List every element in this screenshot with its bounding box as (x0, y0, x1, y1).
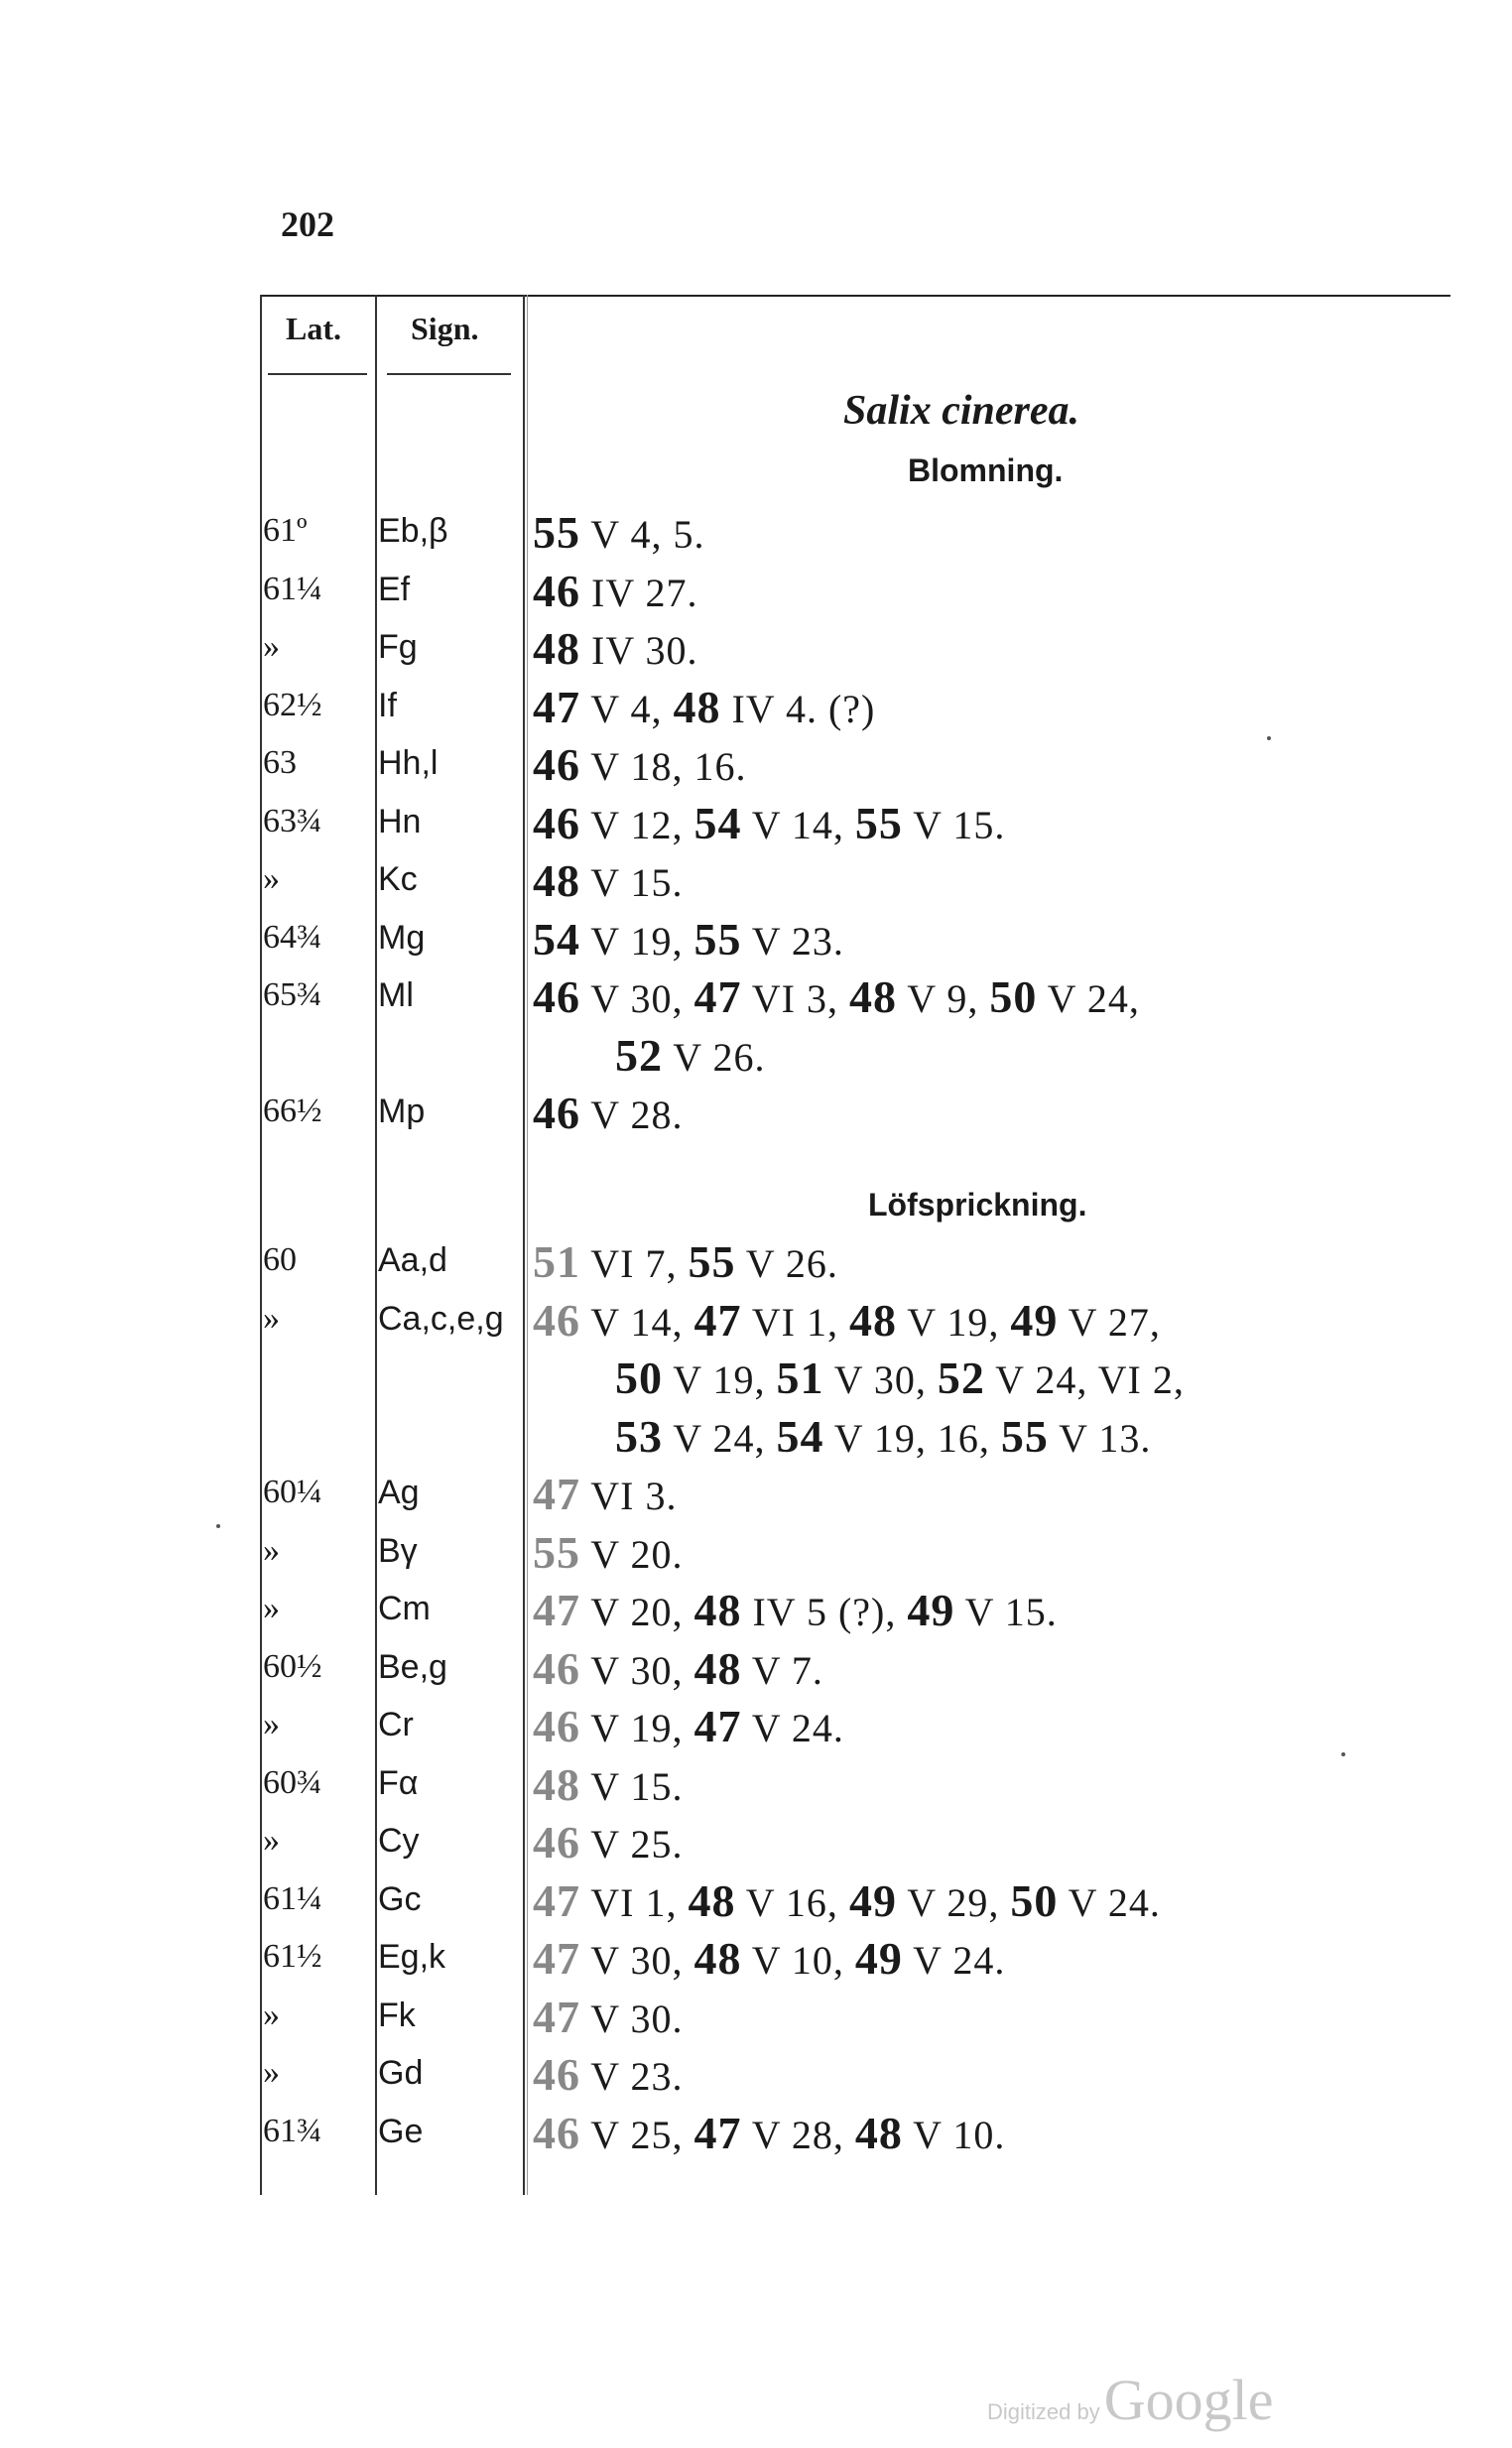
digitized-by-text: Digitized by (987, 2399, 1100, 2424)
year-number: 48 (693, 1585, 742, 1635)
date-text: VI 1, (741, 1299, 849, 1345)
date-text: V 19, (580, 918, 694, 964)
year-number: 48 (688, 1874, 736, 1926)
date-text: V 26. (663, 1034, 766, 1080)
observation-cell (533, 1932, 1005, 1985)
date-text: V 18, 16. (580, 744, 747, 789)
signature-cell: Kc (378, 860, 418, 898)
latitude-cell: 64¾ (263, 918, 322, 956)
signature-cell: Eb,β (378, 512, 448, 550)
latitude-cell: 63 (263, 744, 297, 781)
date-text: V 30, (580, 1938, 694, 1983)
latitude-cell: 60½ (263, 1647, 322, 1685)
year-number: 49 (854, 1933, 903, 1984)
signature-cell: Ml (378, 976, 414, 1014)
observation-cell (533, 681, 875, 733)
date-text: VI 1, (580, 1879, 689, 1925)
signature-cell: Hn (378, 802, 422, 840)
year-number: 46 (533, 1088, 580, 1138)
observation-cell (533, 1087, 683, 1139)
date-text: V 28. (580, 1093, 684, 1137)
observation-cell (533, 970, 1140, 1023)
observation-cell (533, 565, 697, 617)
signature-cell: Cr (378, 1706, 414, 1743)
date-text: V 20, (580, 1590, 694, 1634)
year-number: 55 (854, 797, 903, 848)
year-number: 46 (533, 1817, 580, 1868)
observation-cell (533, 2048, 683, 2101)
year-number: 48 (533, 623, 580, 674)
observation-cell (533, 1468, 677, 1520)
stray-dot (1341, 1752, 1345, 1756)
year-number: 48 (848, 1294, 897, 1346)
observation-cell (533, 2107, 1005, 2159)
table-row (0, 1991, 1512, 2046)
year-number: 46 (533, 565, 580, 616)
date-text: V 24. (1058, 1879, 1161, 1925)
signature-cell: Bγ (378, 1531, 418, 1570)
year-number: 46 (533, 1294, 580, 1346)
year-number: 53 (615, 1410, 663, 1462)
observation-cell (533, 1700, 844, 1752)
observation-cell (533, 1642, 823, 1695)
google-logo: Google (1103, 2368, 1274, 2432)
year-number: 46 (533, 1701, 580, 1751)
observation-cell (533, 1991, 683, 2043)
date-text: V 14, (741, 802, 855, 847)
table-row (0, 565, 1512, 620)
signature-cell: Be,g (378, 1647, 447, 1686)
table-row (0, 1642, 1512, 1698)
signature-cell: Gd (378, 2054, 424, 2092)
latitude-cell: » (263, 1299, 280, 1337)
latitude-cell: » (263, 1531, 280, 1569)
year-number: 46 (533, 2049, 580, 2100)
latitude-cell: » (263, 2054, 280, 2091)
observation-continuation (615, 1352, 1185, 1404)
year-number: 46 (533, 797, 580, 848)
observation-continuation (615, 1410, 1151, 1463)
year-number: 47 (533, 1933, 580, 1984)
date-text: V 28, (741, 2112, 855, 2157)
year-number: 47 (693, 1294, 742, 1346)
table-row (0, 1235, 1512, 1291)
year-number: 50 (1010, 1874, 1059, 1926)
latitude-cell: 61¾ (263, 2112, 322, 2149)
signature-cell: If (378, 686, 397, 724)
latitude-cell: 60 (263, 1241, 297, 1278)
date-text: V 19, (896, 1299, 1011, 1345)
year-number: 46 (533, 739, 580, 790)
date-text: V 4, 5. (580, 512, 705, 557)
date-text: V 23. (580, 2054, 684, 2099)
table-row (0, 1816, 1512, 1871)
year-number: 47 (533, 1469, 580, 1519)
year-number: 47 (693, 1701, 742, 1751)
date-text: V 9, (896, 976, 990, 1021)
date-text: V 15. (580, 860, 684, 905)
signature-cell: Cm (378, 1590, 431, 1627)
signature-cell: Hh,l (378, 744, 439, 782)
year-number: 55 (533, 1526, 580, 1578)
year-number: 55 (1000, 1410, 1049, 1462)
date-text: V 25, (580, 2112, 694, 2157)
year-number: 50 (615, 1353, 663, 1403)
year-number: 47 (693, 2107, 742, 2158)
signature-cell: Fα (378, 1763, 419, 1802)
date-text: V 10, (741, 1938, 855, 1983)
date-text: V 24, VI 2, (984, 1357, 1185, 1402)
observation-cell (533, 1526, 683, 1579)
year-number: 46 (533, 2107, 580, 2158)
signature-cell: Ef (378, 570, 411, 608)
stray-dot (1267, 736, 1271, 740)
date-text: V 27, (1058, 1299, 1161, 1345)
latitude-cell: » (263, 1590, 280, 1626)
observation-cell (533, 506, 704, 559)
latitude-cell: 66½ (263, 1093, 322, 1129)
date-text: V 24, (1037, 976, 1140, 1021)
signature-cell: Mp (378, 1093, 426, 1130)
year-number: 54 (693, 797, 742, 848)
latitude-cell: » (263, 1822, 280, 1859)
table-row (0, 1294, 1512, 1350)
date-text: V 12, (580, 802, 694, 847)
latitude-cell: » (263, 1706, 280, 1742)
table-row (0, 2107, 1512, 2162)
year-number: 46 (533, 971, 580, 1022)
footer-watermark (987, 2367, 1273, 2433)
date-text: V 7. (741, 1647, 823, 1693)
date-text: V 15. (954, 1590, 1058, 1634)
top-rule (260, 295, 1450, 297)
date-text: V 29, (896, 1879, 1011, 1925)
date-text: V 30, (823, 1357, 938, 1402)
observation-cell (533, 1294, 1161, 1347)
year-number: 55 (688, 1236, 736, 1287)
date-text: V 15. (902, 802, 1006, 847)
date-text: V 13. (1048, 1415, 1152, 1461)
signature-cell: Aa,d (378, 1241, 447, 1279)
table-row (0, 738, 1512, 794)
species-title: Salix cinerea. (843, 388, 1079, 434)
signature-cell: Fg (378, 628, 418, 666)
observation-continuation (615, 1029, 765, 1082)
date-text: V 30. (580, 1996, 684, 2041)
signature-cell: Ca,c,e,g (378, 1299, 504, 1338)
date-text: V 24. (902, 1938, 1006, 1983)
date-text: IV 30. (580, 628, 698, 673)
section-blomning: Blomning. (908, 452, 1064, 488)
signature-cell: Ge (378, 2112, 424, 2150)
latitude-cell: 62½ (263, 686, 322, 723)
header-lat-rule (268, 373, 367, 375)
observation-cell (533, 1758, 683, 1811)
year-number: 54 (533, 913, 580, 965)
table-row (0, 797, 1512, 852)
date-text: V 25. (580, 1822, 684, 1867)
year-number: 54 (776, 1410, 824, 1462)
year-number: 47 (533, 1585, 580, 1635)
date-text: IV 27. (580, 570, 698, 615)
year-number: 47 (533, 681, 580, 732)
year-number: 52 (937, 1353, 985, 1403)
date-text: VI 3. (580, 1474, 678, 1518)
year-number: 52 (615, 1029, 663, 1081)
year-number: 50 (989, 971, 1038, 1022)
year-number: 51 (776, 1353, 824, 1403)
date-text: VI 3, (741, 976, 849, 1021)
latitude-cell: » (263, 860, 280, 897)
date-text: V 19, (663, 1357, 777, 1402)
date-text: VI 7, (580, 1241, 689, 1286)
latitude-cell: 61¼ (263, 570, 322, 607)
observation-cell (533, 1584, 1058, 1636)
table-row (0, 1584, 1512, 1639)
latitude-cell: 61º (263, 512, 308, 549)
year-number: 55 (533, 507, 580, 558)
latitude-cell: 65¾ (263, 976, 322, 1013)
year-number: 48 (533, 855, 580, 906)
signature-cell: Cy (378, 1822, 420, 1860)
year-number: 49 (848, 1874, 897, 1926)
table-row (0, 854, 1512, 910)
section-lofsprickning: Löfsprickning. (868, 1187, 1087, 1223)
year-number: 46 (533, 1642, 580, 1694)
year-number: 48 (848, 971, 897, 1022)
date-text: IV 5 (?), (741, 1590, 908, 1634)
date-text: V 14, (580, 1299, 694, 1345)
latitude-cell: 63¾ (263, 802, 322, 839)
date-text: V 4, (580, 686, 674, 731)
year-number: 48 (854, 2107, 903, 2158)
date-text: V 24. (741, 1706, 844, 1750)
date-text: V 24, (663, 1415, 777, 1461)
year-number: 48 (693, 1642, 742, 1694)
date-text: V 19, (580, 1706, 694, 1750)
observation-cell (533, 738, 746, 791)
table-row (0, 1087, 1512, 1142)
table-row (0, 1874, 1512, 1930)
observation-cell (533, 913, 844, 966)
table-row (0, 2048, 1512, 2104)
year-number: 47 (693, 971, 742, 1022)
year-number: 48 (533, 1758, 580, 1810)
date-text: V 23. (741, 918, 844, 964)
table-row (0, 913, 1512, 968)
date-text: V 19, 16, (823, 1415, 1001, 1461)
date-text: V 26. (735, 1241, 838, 1286)
year-number: 48 (693, 1933, 742, 1984)
latitude-cell: 60¼ (263, 1474, 322, 1510)
observation-cell (533, 622, 697, 675)
latitude-cell: » (263, 1996, 280, 2033)
table-row (0, 970, 1512, 1026)
signature-cell: Mg (378, 918, 426, 957)
header-sign: Sign. (411, 311, 479, 346)
table-row (0, 1468, 1512, 1523)
observation-cell (533, 1235, 838, 1288)
year-number: 47 (533, 1874, 580, 1926)
year-number: 55 (693, 913, 742, 965)
table-row (0, 506, 1512, 562)
year-number: 51 (533, 1236, 580, 1287)
table-row (0, 1526, 1512, 1582)
date-text: V 20. (580, 1531, 684, 1577)
table-row (0, 1758, 1512, 1814)
latitude-cell: 60¾ (263, 1763, 322, 1801)
header-sign-rule (387, 373, 511, 375)
year-number: 48 (673, 681, 721, 732)
latitude-cell: » (263, 628, 280, 665)
table-row (0, 1932, 1512, 1988)
date-text: V 10. (902, 2112, 1006, 2157)
date-text: V 30, (580, 976, 694, 1021)
signature-cell: Fk (378, 1996, 416, 2034)
observation-cell (533, 1874, 1161, 1927)
signature-cell: Gc (378, 1879, 422, 1918)
header-lat: Lat. (286, 311, 341, 346)
stray-dot (216, 1524, 220, 1528)
date-text: V 16, (735, 1879, 849, 1925)
table-row (0, 622, 1512, 678)
year-number: 49 (1010, 1294, 1059, 1346)
date-text: V 30, (580, 1647, 694, 1693)
date-text: V 15. (580, 1763, 684, 1809)
observation-cell (533, 797, 1005, 849)
latitude-cell: 61¼ (263, 1879, 322, 1917)
latitude-cell: 61½ (263, 1938, 322, 1975)
year-number: 47 (533, 1991, 580, 2042)
table-row (0, 1700, 1512, 1755)
date-text: IV 4. (?) (720, 686, 876, 731)
year-number: 49 (907, 1585, 955, 1635)
page-number: 202 (281, 204, 334, 244)
signature-cell: Eg,k (378, 1938, 446, 1976)
table-row (0, 681, 1512, 736)
observation-cell (533, 1816, 683, 1868)
observation-cell (533, 854, 683, 907)
signature-cell: Ag (378, 1474, 420, 1511)
